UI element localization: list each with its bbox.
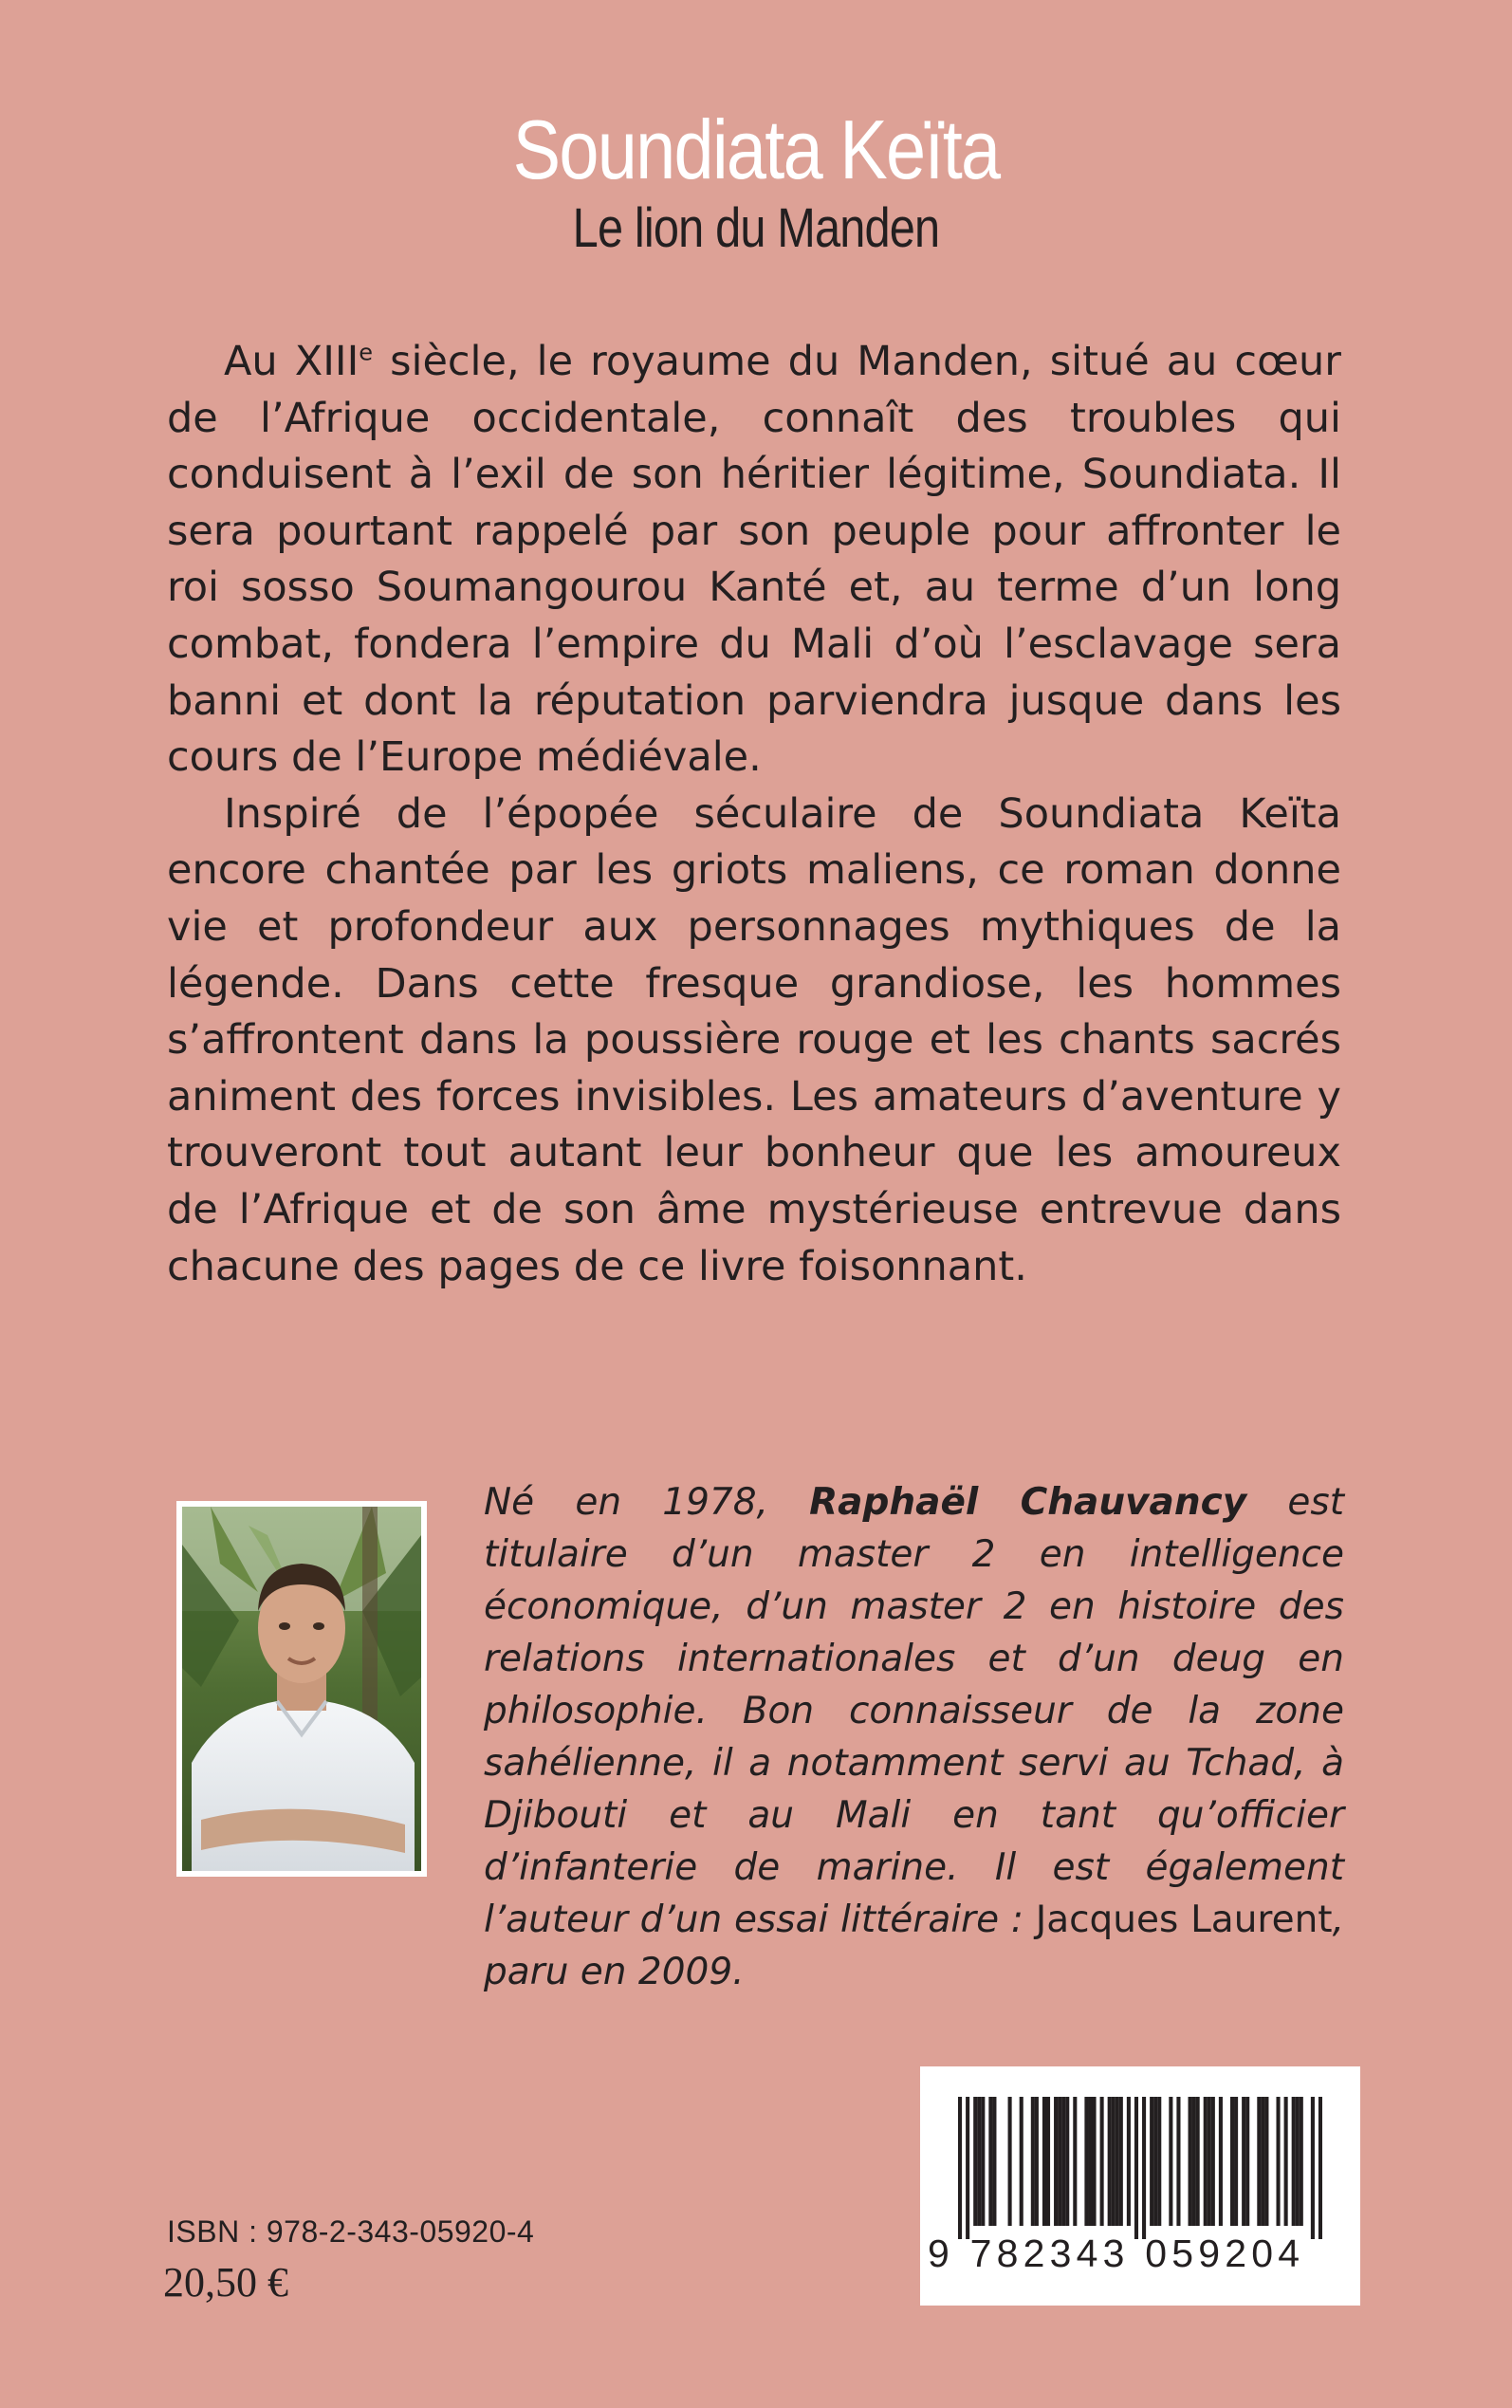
barcode-bar [1119, 2097, 1123, 2226]
barcode-bar [1284, 2097, 1288, 2226]
barcode-bar [1112, 2097, 1116, 2226]
barcode-bars [958, 2097, 1322, 2239]
barcode-bar [966, 2097, 969, 2239]
barcode-bar [977, 2097, 981, 2226]
barcode-bar [1176, 2097, 1180, 2226]
blurb [167, 334, 1341, 1295]
barcode-bar [1219, 2097, 1223, 2226]
bio-body: est titulaire d’un master 2 en intelligence économique, d’un master 2 en histoire des relations internationales et d’un deug en philosophie. Bon connaisseur de la zone sahélienne, il a notamment servi au Tchad, à Djibouti et au Mali en tant qu’officier d’infanterie de marine. Il est également l’auteur d’un essai littéraire : [484, 1481, 1344, 1941]
barcode-bar [1020, 2097, 1023, 2226]
barcode-bar [1061, 2097, 1065, 2226]
barcode-bar [992, 2097, 996, 2226]
barcode-bar [1092, 2097, 1096, 2226]
author-photo [176, 1501, 427, 1877]
barcode-bar [1031, 2097, 1035, 2226]
author-name: Raphaël Chauvancy [809, 1481, 1247, 1524]
barcode-bar [1008, 2097, 1012, 2226]
barcode-bar [1134, 2097, 1138, 2239]
author-photo-icon [182, 1507, 421, 1871]
blurb-paragraph-1 [167, 334, 1341, 787]
barcode-bar [1230, 2097, 1234, 2226]
barcode-bar [1261, 2097, 1264, 2226]
barcode-bar [1088, 2097, 1092, 2226]
barcode-bar [1211, 2097, 1215, 2226]
barcode-bar [1196, 2097, 1200, 2226]
bio-end: , paru en 2009. [484, 1899, 1344, 1993]
price: 20,50 € [163, 2259, 288, 2306]
barcode-bar [1084, 2097, 1088, 2226]
bio-intro: Né en 1978, [484, 1481, 810, 1524]
barcode-bar [973, 2097, 977, 2226]
barcode-bar [1054, 2097, 1058, 2226]
barcode-bar [1169, 2097, 1172, 2226]
barcode-bar [1157, 2097, 1161, 2226]
barcode-bar [1257, 2097, 1261, 2226]
blurb-p1-start: Au XIII [224, 338, 360, 385]
barcode-bar [1276, 2097, 1280, 2226]
barcode-bar [1204, 2097, 1208, 2226]
barcode-bar [988, 2097, 992, 2226]
barcode-bar [1035, 2097, 1039, 2226]
barcode-bar [1100, 2097, 1104, 2226]
blurb-p1-rest: siècle, le royaume du Manden, situé au cœur de l’Afrique occidentale, connaît des troubles qui conduisent à l’exil de son héritier légitime, Soundiata. Il sera pourtant rappelé par son peuple pour affronter le roi sosso Soumangourou Kanté et, au terme d’un long combat, fondera l’empire du Mali d’où l’esclavage sera banni et dont la réputation parviendra jusque dans les cours de l’Europe médiévale. [167, 338, 1341, 782]
barcode-bar [1116, 2097, 1119, 2226]
barcode-bar [958, 2097, 962, 2239]
author-bio [484, 1476, 1344, 1998]
century-superscript: e [359, 339, 374, 366]
barcode-bar [1300, 2097, 1303, 2226]
barcode-bar [1311, 2097, 1315, 2239]
essay-title: Jacques Laurent [1035, 1899, 1333, 1941]
barcode-bar [1058, 2097, 1061, 2226]
barcode-bar [1264, 2097, 1268, 2226]
barcode-bar [1073, 2097, 1077, 2226]
barcode-bar [1292, 2097, 1296, 2226]
book-subtitle: Le lion du Manden [572, 197, 940, 259]
barcode-digits: 9 782343 059204 [928, 2232, 1305, 2275]
barcode-bar [1189, 2097, 1192, 2226]
barcode-bar [1208, 2097, 1211, 2226]
barcode-bar [1065, 2097, 1069, 2226]
barcode-bar [1150, 2097, 1153, 2226]
title-block [0, 102, 1512, 260]
barcode-bar [1153, 2097, 1157, 2226]
isbn: ISBN : 978-2-343-05920-4 [167, 2214, 535, 2249]
barcode-bar [1318, 2097, 1322, 2239]
barcode-bar [981, 2097, 985, 2226]
barcode-bar [1296, 2097, 1300, 2226]
barcode-bar [1046, 2097, 1050, 2226]
barcode-bar [1142, 2097, 1146, 2239]
barcode-bar [1245, 2097, 1249, 2226]
barcode-bar [1042, 2097, 1046, 2226]
barcode-bar [1234, 2097, 1238, 2226]
barcode-bar [1127, 2097, 1131, 2226]
barcode-bar [1108, 2097, 1112, 2226]
blurb-paragraph-2: Inspiré de l’épopée séculaire de Soundiata Keïta encore chantée par les griots maliens, ce roman donne vie et profondeur aux personnages mythiques de la légende. Dans cette fresque grandiose, les hommes s’affrontent dans la poussière rouge et les chants sacrés animent des forces invisibles. Les amateurs d’aventure y trouveront tout autant leur bonheur que les amoureux de l’Afrique et de son âme mystérieuse entrevue dans chacune des pages de ce livre foisonnant. [167, 789, 1341, 1290]
barcode [920, 2066, 1360, 2306]
barcode-bar [1192, 2097, 1196, 2226]
book-title: Soundiata Keïta [512, 102, 1000, 196]
barcode-bar [1242, 2097, 1245, 2226]
